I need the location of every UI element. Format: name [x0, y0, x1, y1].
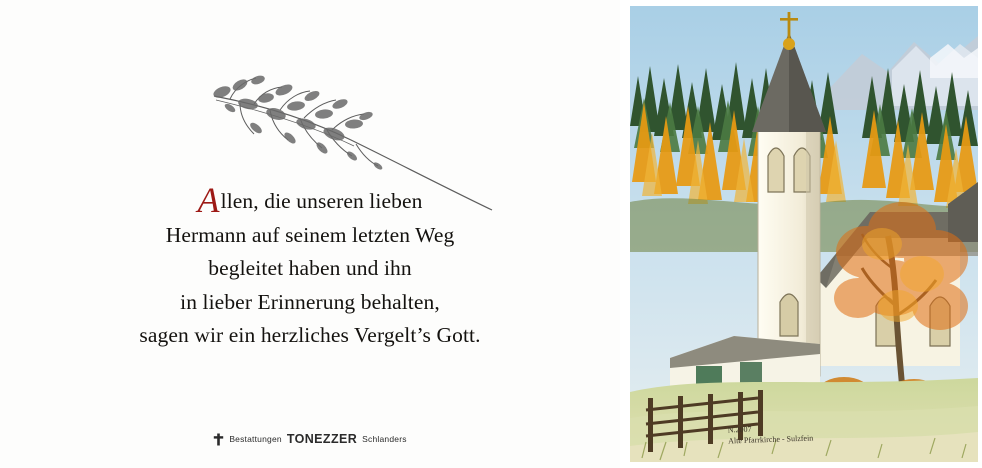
- credit-brand: TONEZZER: [286, 432, 358, 446]
- right-page: [620, 0, 982, 468]
- verse-line-3: begleitet haben und ihn: [208, 256, 412, 281]
- cross-icon: [213, 433, 224, 446]
- credit-place: Schlanders: [362, 434, 407, 444]
- credit-prefix: Bestattungen: [229, 434, 282, 444]
- signature-line-1: N.2007: [727, 425, 752, 435]
- verse-line-5: sagen wir ein herzliches Vergelt’s Gott.: [139, 323, 481, 348]
- verse-line-2: Hermann auf seinem letzten Weg: [165, 222, 455, 247]
- verse-line-1-text: llen, die unseren lieben: [220, 189, 423, 213]
- verse-dropcap: A: [197, 180, 220, 220]
- artist-signature: [728, 423, 814, 448]
- verse-line-1: [0, 180, 620, 220]
- verse-line-4: in lieber Erinnerung behalten,: [180, 289, 440, 314]
- memorial-verse: [0, 180, 620, 353]
- undertaker-credit: [0, 432, 620, 446]
- signature-line-2: Alte Pfarrkirche - Sulzfein: [728, 433, 814, 446]
- watercolor-illustration: [630, 6, 978, 462]
